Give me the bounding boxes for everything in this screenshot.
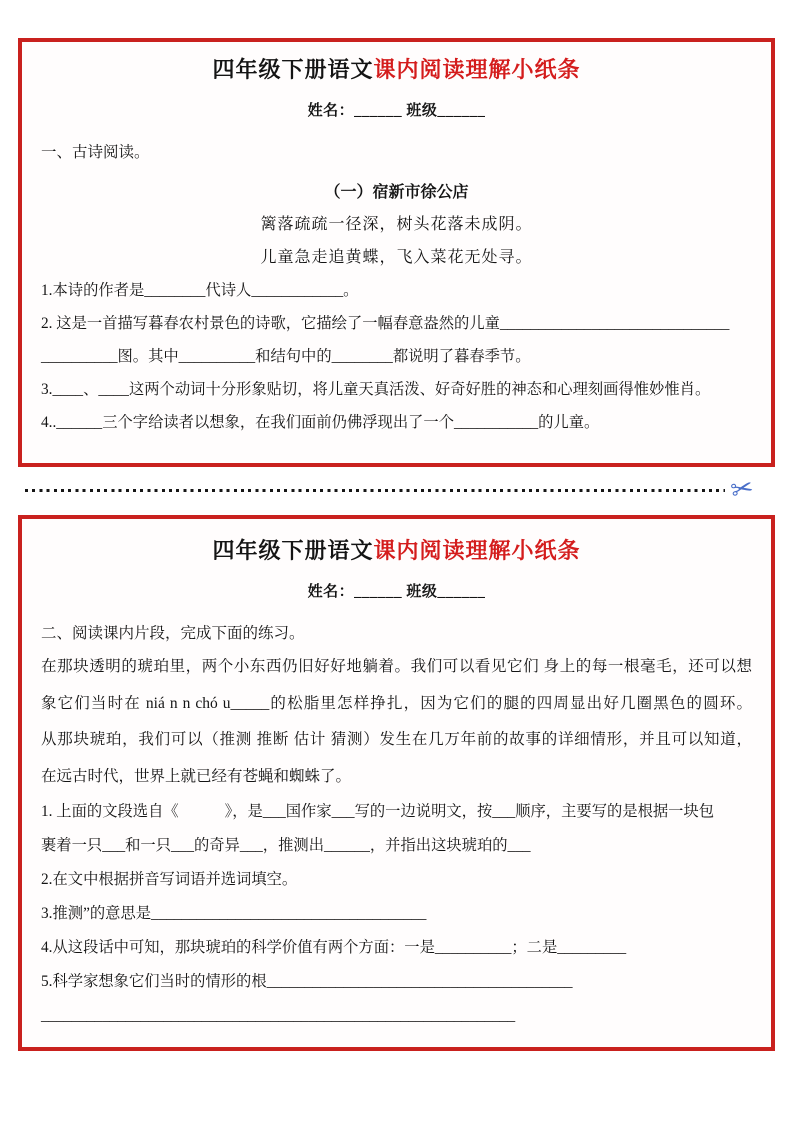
- card1-section-heading: 一、古诗阅读。: [41, 144, 150, 161]
- poem-line-2: 儿童急走追黄蝶，飞入菜花无处寻。: [260, 249, 533, 266]
- card1-question-2-line1: 2. 这是一首描写暮春农村景色的诗歌，它描绘了一幅春意盎然的儿童______________________________: [41, 315, 730, 332]
- dotted-cut-line: [25, 489, 725, 492]
- card1-title-black: 四年级下册语文: [212, 57, 374, 82]
- passage-line-1: 在那块透明的琥珀里，两个小东西仍旧好好地躺着。我们可以看见它们 身上的每一根毫毛，还可以想: [41, 658, 752, 675]
- card1-question-4: 4..______三个字给读者以想象，在我们面前仍佛浮现出了一个___________的儿童。: [41, 414, 600, 431]
- card2-question-5-line2: ______________________________________________________________: [41, 1007, 516, 1024]
- worksheet-card-poem: [18, 38, 775, 467]
- scissors-icon: ✂: [727, 471, 757, 508]
- card2-question-5-line1: 5.科学家想象它们当时的情形的根________________________________________: [41, 973, 573, 990]
- card1-title: [41, 42, 752, 85]
- card2-title: [41, 519, 752, 566]
- card1-question-1: 1.本诗的作者是________代诗人____________。: [41, 282, 359, 299]
- card1-question-2-line2: __________图。其中__________和结句中的________都说明了暮春季节。: [41, 348, 531, 365]
- poem-title: （一）宿新市徐公店: [324, 184, 469, 201]
- card1-question-3: 3.____、____这两个动词十分形象贴切，将儿童天真活泼、好奇好胜的神态和心理刻画得惟妙惟肖。: [41, 381, 711, 398]
- card2-question-3: 3.推测”的意思是____________________________________: [41, 905, 427, 922]
- worksheet-card-passage: [18, 515, 775, 1051]
- card2-title-red: 课内阅读理解小纸条: [373, 538, 581, 563]
- card2-question-4: 4.从这段话中可知，那块琥珀的科学价值有两个方面：一是__________；二是_________: [41, 939, 627, 956]
- card2-question-1-line2: 裹着一只___和一只___的奇异___，推测出______，并指出这块琥珀的___: [41, 837, 531, 854]
- cut-divider: [25, 471, 770, 510]
- passage-line-3: 从那块琥珀，我们可以（推测 推断 估计 猜测）发生在几万年前的故事的详细情形，并且可以知道，: [41, 731, 752, 748]
- passage-line-4: 在远古时代，世界上就已经有苍蝇和蜘蛛了。: [41, 767, 352, 785]
- card1-title-red: 课内阅读理解小纸条: [373, 57, 581, 82]
- passage-line-2: 象它们当时在 niá n n chó u_____的松脂里怎样挣扎，因为它们的腿的四周显出好几圈黑色的圆环。: [41, 694, 752, 712]
- poem-line-1: 篱落疏疏一径深，树头花落未成阴。: [260, 216, 533, 233]
- card2-name-class-line: 姓名：______ 班级______: [307, 584, 486, 600]
- card2-title-black: 四年级下册语文: [212, 538, 374, 563]
- card2-section-heading: 二、阅读课内片段，完成下面的练习。: [41, 625, 305, 642]
- card2-question-1-line1: 1. 上面的文段选自《 》，是___国作家___写的一边说明文，按___顺序，主要写的是根据一块包: [41, 803, 715, 820]
- card1-name-class-line: 姓名：______ 班级______: [307, 103, 486, 119]
- card2-question-2: 2.在文中根据拼音写词语并选词填空。: [41, 871, 298, 888]
